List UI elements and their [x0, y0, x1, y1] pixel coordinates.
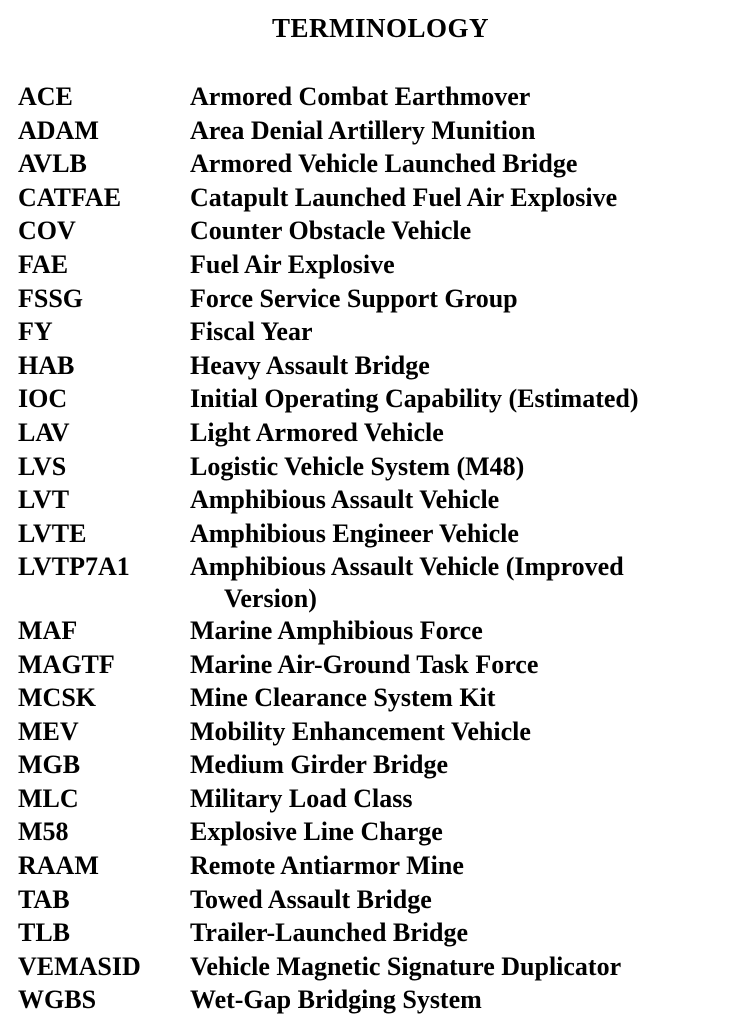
term-definition-text: Military Load Class — [190, 783, 413, 813]
term-definition-text: Amphibious Engineer Vehicle — [190, 518, 519, 548]
term-abbreviation: WGBS — [18, 985, 97, 1015]
term-definition-text: Armored Combat Earthmover — [190, 82, 531, 111]
term-definition — [190, 450, 733, 484]
term-definition — [190, 114, 733, 148]
term-definition — [190, 983, 733, 1017]
term-row — [18, 114, 733, 148]
term-abbreviation: LVTP7A1 — [18, 552, 130, 582]
term-abbreviation: ACE — [18, 82, 73, 111]
term-row — [18, 517, 733, 551]
term-row — [18, 715, 733, 749]
term-definition-text: Mobility Enhancement Vehicle — [190, 716, 531, 746]
term-definition — [190, 883, 733, 917]
term-abbreviation: AVLB — [18, 149, 87, 179]
term-definition-text: Wet-Gap Bridging System — [190, 985, 482, 1015]
term-definition-text: Counter Obstacle Vehicle — [190, 216, 472, 246]
term-definition-text: Mine Clearance System Kit — [190, 683, 496, 713]
term-abbreviation: MAF — [18, 615, 78, 645]
term-definition — [190, 416, 733, 450]
term-definition — [190, 849, 733, 883]
term-abbreviation: COV — [18, 216, 76, 246]
term-abbreviation: TLB — [18, 918, 71, 948]
term-row — [18, 483, 733, 517]
term-definition-text: Logistic Vehicle System (M48) — [190, 451, 525, 481]
term-definition-text: Catapult Launched Fuel Air Explosive — [190, 182, 618, 212]
term-definition-continuation: Version) — [224, 583, 317, 613]
term-definition — [190, 614, 733, 648]
term-row — [18, 983, 733, 1017]
term-row — [18, 416, 733, 450]
term-abbreviation: IOC — [18, 384, 68, 414]
term-definition-text: Amphibious Assault Vehicle (Improved — [190, 552, 624, 582]
term-abbreviation: TAB — [18, 884, 70, 914]
term-definition-text: Remote Antiarmor Mine — [190, 851, 464, 881]
term-definition — [190, 715, 733, 749]
term-definition — [190, 916, 733, 950]
term-abbreviation: MEV — [18, 716, 79, 746]
term-abbreviation: FY — [18, 317, 53, 347]
term-row — [18, 614, 733, 648]
term-row — [18, 450, 733, 484]
term-definition-text: Area Denial Artillery Munition — [190, 115, 536, 145]
term-definition-text: Heavy Assault Bridge — [190, 350, 430, 380]
term-definition — [190, 550, 733, 614]
term-abbreviation: LAV — [18, 417, 70, 447]
term-row — [18, 349, 733, 383]
term-definition-text: Towed Assault Bridge — [190, 884, 432, 914]
term-row — [18, 382, 733, 416]
term-abbreviation: VEMASID — [18, 951, 141, 981]
term-definition — [190, 147, 733, 181]
term-abbreviation: MGB — [18, 750, 81, 780]
term-row — [18, 248, 733, 282]
term-definition — [190, 648, 733, 682]
term-definition-text: Vehicle Magnetic Signature Duplicator — [190, 951, 622, 981]
term-definition — [190, 248, 733, 282]
term-row — [18, 648, 733, 682]
term-row — [18, 80, 733, 114]
term-definition-text: Force Service Support Group — [190, 283, 518, 313]
term-abbreviation: CATFAE — [18, 182, 122, 212]
term-row — [18, 950, 733, 984]
term-abbreviation: M58 — [18, 817, 69, 847]
term-abbreviation: LVS — [18, 451, 67, 481]
term-definition — [190, 748, 733, 782]
term-definition-text: Marine Air-Ground Task Force — [190, 649, 539, 679]
term-row — [18, 550, 733, 614]
term-definition — [190, 483, 733, 517]
term-abbreviation: FAE — [18, 249, 69, 279]
term-definition — [190, 315, 733, 349]
terminology-list — [18, 80, 733, 1017]
term-definition-text: Initial Operating Capability (Estimated) — [190, 384, 639, 414]
term-definition-text: Explosive Line Charge — [190, 817, 443, 847]
term-definition-text: Fiscal Year — [190, 317, 313, 347]
term-abbreviation: LVTE — [18, 518, 87, 548]
term-row — [18, 181, 733, 215]
term-definition-text: Trailer-Launched Bridge — [190, 918, 469, 948]
term-row — [18, 282, 733, 316]
term-definition — [190, 517, 733, 551]
term-row — [18, 883, 733, 917]
term-abbreviation: HAB — [18, 350, 75, 380]
term-definition — [190, 181, 733, 215]
term-row — [18, 815, 733, 849]
term-row — [18, 782, 733, 816]
term-definition — [190, 681, 733, 715]
term-row — [18, 916, 733, 950]
term-definition — [190, 349, 733, 383]
term-definition — [190, 815, 733, 849]
term-definition-text: Medium Girder Bridge — [190, 750, 449, 780]
term-abbreviation: LVT — [18, 485, 70, 515]
term-definition-text: Armored Vehicle Launched Bridge — [190, 149, 578, 179]
term-abbreviation: MAGTF — [18, 649, 115, 679]
term-definition-text: Light Armored Vehicle — [190, 417, 444, 447]
term-abbreviation: FSSG — [18, 283, 84, 313]
term-row — [18, 214, 733, 248]
term-definition — [190, 782, 733, 816]
term-row — [18, 147, 733, 181]
page-title: TERMINOLOGY — [271, 13, 490, 43]
term-abbreviation: RAAM — [18, 851, 99, 881]
term-definition — [190, 950, 733, 984]
term-definition-text: Marine Amphibious Force — [190, 615, 483, 645]
term-abbreviation: ADAM — [18, 115, 99, 145]
term-abbreviation: MCSK — [18, 683, 96, 713]
term-definition-text: Fuel Air Explosive — [190, 249, 395, 279]
term-definition-text: Amphibious Assault Vehicle — [190, 485, 500, 515]
term-row — [18, 681, 733, 715]
term-row — [18, 748, 733, 782]
term-row — [18, 849, 733, 883]
term-definition — [190, 382, 733, 416]
term-definition — [190, 214, 733, 248]
term-definition — [190, 80, 733, 114]
term-definition — [190, 282, 733, 316]
term-row — [18, 315, 733, 349]
term-abbreviation: MLC — [18, 783, 79, 813]
